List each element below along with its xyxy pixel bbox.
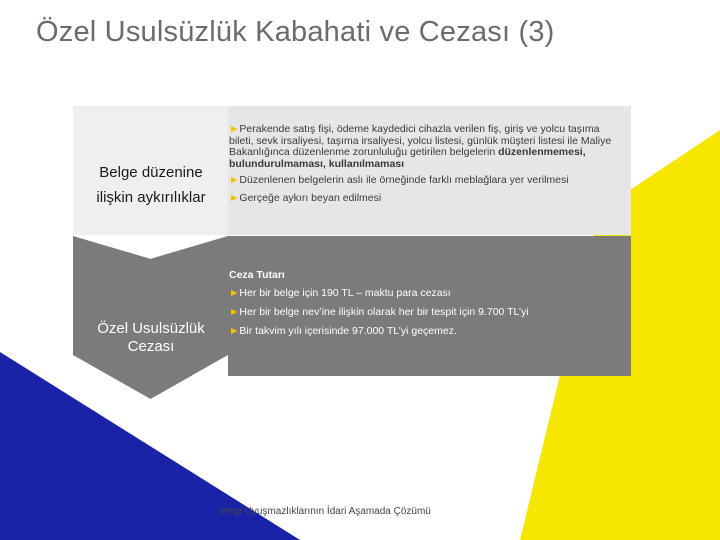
bullet-text: Gerçeğe aykırı beyan edilmesi [239,191,382,204]
bullet-text: Her bir belge için 190 TL – maktu para cezası [239,287,451,299]
bullet-item [229,322,624,341]
label-line-1: Belge düzenine [99,164,203,181]
belge-bullet-list [229,124,624,205]
label-line-1: Özel Usulsüzlük [97,320,205,337]
arrow-bullet-icon: ► [229,174,240,187]
bullet-text: Her bir belge nev’ine ilişkin olarak her bir tespit için 9.700 TL’yi [239,306,529,318]
bullet-item [229,284,624,303]
slide-title: Özel Usulsüzlük Kabahati ve Cezası (3) [36,16,555,48]
arrow-bullet-icon: ► [229,325,240,337]
row-label-belge [80,160,222,210]
ceza-heading: Ceza Tutarı [229,269,285,281]
arrow-bullet-icon: ► [229,191,240,204]
bullet-text: Düzenlenen belgelerin aslı ile örneğinde farklı meblağlara yer verilmesi [239,174,569,187]
label-line-2: ilişkin aykırılıklar [96,189,206,206]
arrow-bullet-icon: ► [229,287,240,299]
slide-footer: Vergi Uyuşmazlıklarının İdari Aşamada Çözümü [219,506,431,517]
bullet-bold-text: düzenlenmemesi, bulundurulmaması, kullanılmaması [229,146,586,170]
bullet-item [229,303,624,322]
bullet-text: Bir takvim yılı içerisinde 97.000 TL’yi geçemez. [239,325,457,337]
ceza-bullet-list [229,268,624,341]
bullet-text: Perakende satış fişi, ödeme kaydedici cihazla verilen fiş, giriş ve yolcu taşıma bileti, sevk irsaliyesi, taşıma irsaliyesi, yolcu listesi, günlük müşteri listesi ile Maliye Bakanlığınca düzenlenme zorunluluğu getirilen belgelerin [229,123,612,159]
row-label-ceza [80,320,222,356]
label-line-2: Cezası [127,338,175,355]
arrow-bullet-icon: ► [229,306,240,318]
bullet-item [229,175,624,187]
bullet-item [229,193,624,205]
bullet-item [229,124,624,170]
arrow-bullet-icon: ► [229,123,240,135]
